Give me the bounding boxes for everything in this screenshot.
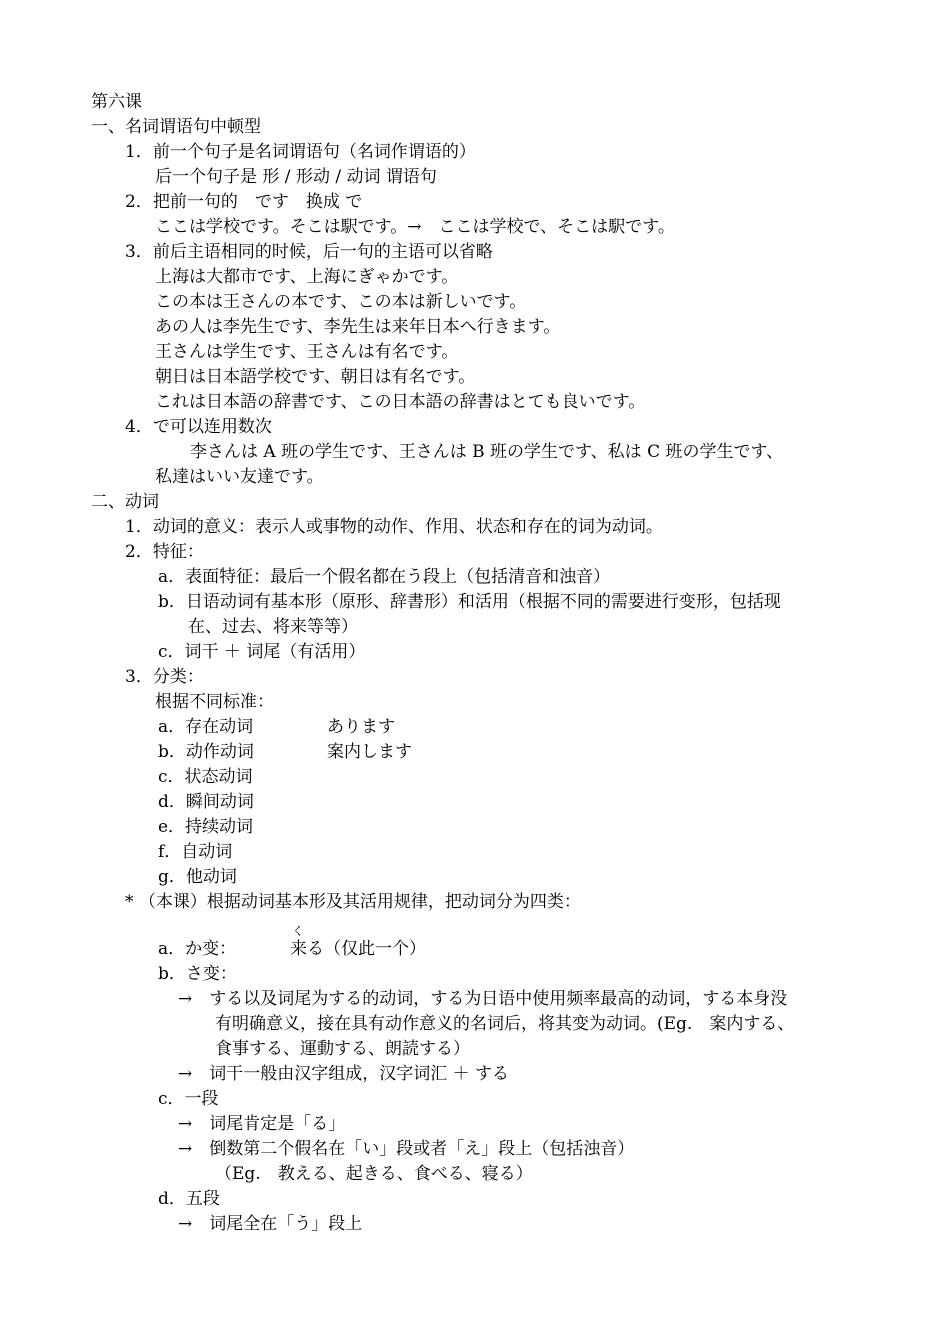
lesson-title: 第六课 bbox=[91, 92, 142, 112]
s2-sa-point2: → 词干一般由汉字组成，汉字词汇 ＋ する bbox=[178, 1064, 510, 1084]
s2-ichidan-label: c．一段 bbox=[158, 1089, 219, 1109]
s2-item3-intro: 根据不同标准： bbox=[155, 692, 274, 712]
s2-sa-point1-line2: 有明确意义，接在具有动作意义的名词后，将其变为动词。(Eg. 案内する、 bbox=[215, 1014, 795, 1034]
s2-ka-example: 来る（仅此一个） bbox=[290, 939, 426, 959]
s2-item2-b-line2: 在、过去、将来等等） bbox=[188, 617, 358, 637]
s1-item3-example6: これは日本語の辞書です、この日本語の辞書はとても良いです。 bbox=[155, 392, 646, 412]
s2-ichidan-point1: → 词尾肯定是「る」 bbox=[178, 1114, 346, 1134]
s1-item3-line1: 3．前后主语相同的时候，后一句的主语可以省略 bbox=[125, 242, 493, 262]
s1-item2-line2: ここは学校です。そこは駅です。→ ここは学校で、そこは駅です。 bbox=[155, 217, 675, 237]
s2-class-d: d．瞬间动词 bbox=[158, 792, 254, 812]
s2-class-c: c．状态动词 bbox=[158, 767, 253, 787]
s2-class-a-example: あります bbox=[327, 717, 395, 737]
s2-ka-label: a．か变： bbox=[158, 939, 237, 959]
s1-item4-line2: 李さんは A 班の学生です、王さんは B 班の学生です、私は C 班の学生です、 bbox=[190, 442, 784, 462]
s1-item1-line2: 后一个句子是 形 / 形动 / 动词 谓语句 bbox=[155, 167, 437, 187]
s2-class-g: g．他动词 bbox=[158, 867, 237, 887]
s2-class-b-example: 案内します bbox=[327, 742, 412, 762]
s1-item4-line3: 私達はいい友達です。 bbox=[155, 467, 324, 487]
s2-godan-label: d．五段 bbox=[158, 1189, 220, 1209]
s2-sa-label: b．さ变： bbox=[158, 964, 237, 984]
s2-item2-b-line1: b．日语动词有基本形（原形、辞書形）和活用（根据不同的需要进行变形，包括现 bbox=[158, 592, 781, 612]
s2-item3: 3．分类： bbox=[125, 667, 204, 687]
s2-item2: 2．特征： bbox=[125, 542, 204, 562]
s2-class-f: f．自动词 bbox=[158, 842, 233, 862]
s1-item3-example4: 王さんは学生です、王さんは有名です。 bbox=[155, 342, 459, 362]
s2-sa-point1-line3: 食事する、運動する、朗読する） bbox=[215, 1039, 470, 1059]
s1-item3-example1: 上海は大都市です、上海にぎゃかです。 bbox=[155, 267, 459, 287]
s2-item2-a: a．表面特征：最后一个假名都在う段上（包括清音和浊音） bbox=[158, 567, 611, 587]
s2-class-e: e．持续动词 bbox=[158, 817, 254, 837]
s1-item2-line1: 2．把前一句的 です 换成 で bbox=[125, 192, 363, 212]
section-2-heading: 二、动词 bbox=[91, 492, 159, 512]
s2-class-a: a．存在动词 bbox=[158, 717, 254, 737]
s1-item3-example5: 朝日は日本語学校です、朝日は有名です。 bbox=[155, 367, 476, 387]
section-1-heading: 一、名词谓语句中顿型 bbox=[91, 117, 261, 137]
s1-item3-example2: この本は王さんの本です、この本は新しいです。 bbox=[155, 292, 527, 312]
s1-item4-line1: 4．で可以连用数次 bbox=[125, 417, 272, 437]
s2-ichidan-point2: → 倒数第二个假名在「い」段或者「え」段上（包括浊音） bbox=[178, 1139, 635, 1159]
s2-sa-point1-line1: → する以及词尾为する的动词，する为日语中使用频率最高的动词，する本身没 bbox=[178, 989, 788, 1009]
s1-item1-line1: 1．前一个句子是名词谓语句（名词作谓语的） bbox=[125, 142, 476, 162]
s1-item3-example3: あの人は李先生です、李先生は来年日本へ行きます。 bbox=[155, 317, 561, 337]
s2-ichidan-example: （Eg. 教える、起きる、食べる、寝る） bbox=[215, 1164, 533, 1184]
s2-item1: 1．动词的意义：表示人或事物的动作、作用、状态和存在的词为动词。 bbox=[125, 517, 663, 537]
s2-item2-c: c．词干 ＋ 词尾（有活用） bbox=[158, 642, 366, 662]
s2-lesson-note: * （本课）根据动词基本形及其活用规律，把动词分为四类： bbox=[125, 892, 581, 912]
s2-class-b: b．动作动词 bbox=[158, 742, 254, 762]
s2-godan-point1: → 词尾全在「う」段上 bbox=[178, 1214, 363, 1234]
furigana-ku: く bbox=[292, 924, 305, 938]
